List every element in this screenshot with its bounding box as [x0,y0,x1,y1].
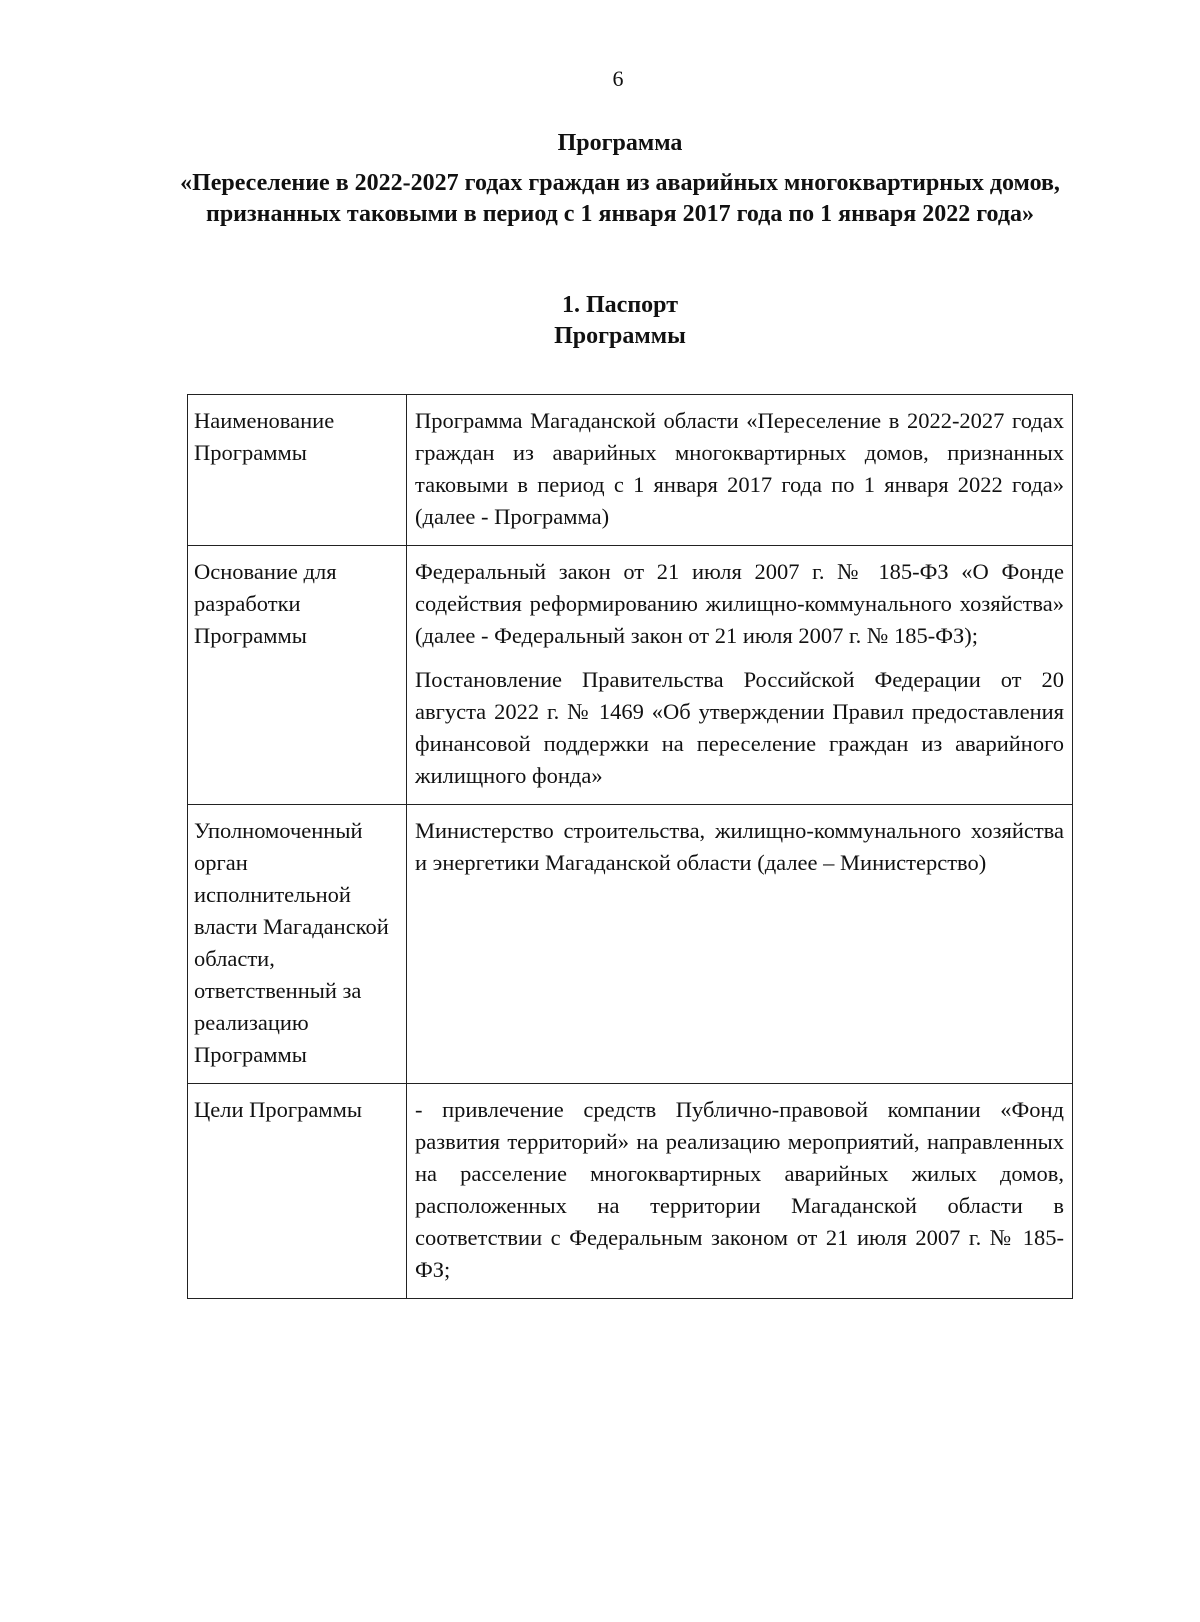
row-paragraph: - привлечение средств Публично-правовой компании «Фонд развития территорий» на реализацию мероприятий, направленных на расселение многоквартирных аварийных жилых домов, расположенных на территории Магаданской области в соответствии с Федеральным законом от 21 июля 2007 г. № 185-ФЗ; [415,1097,1064,1282]
section-subheading: Программы [554,323,686,349]
row-paragraph: Постановление Правительства Российской Федерации от 20 августа 2022 г. № 1469 «Об утверждении Правил предоставления финансовой поддержки на переселение граждан из аварийного жилищного фонда» [415,667,1064,788]
row-value [407,805,1073,1084]
document-subtitle: «Переселение в 2022-2027 годах граждан из аварийных многоквартирных домов, признанных таковыми в период с 1 января 2017 года по 1 января 2022 года» [180,170,1060,227]
table-row [188,395,1073,546]
row-value [407,546,1073,805]
row-value [407,1084,1073,1299]
document-title: Программа [557,130,683,156]
row-paragraph: Федеральный закон от 21 июля 2007 г. № 185-ФЗ «О Фонде содействия реформированию жилищно-коммунального хозяйства» (далее - Федеральный закон от 21 июля 2007 г. № 185-ФЗ); [415,559,1064,648]
row-label: Цели Программы [188,1084,407,1299]
table-row [188,546,1073,805]
row-paragraph: Министерство строительства, жилищно-коммунального хозяйства и энергетики Магаданской области (далее – Министерство) [415,818,1064,875]
row-label: Уполномоченный орган исполнительной власти Магаданской области, ответственный за реализацию Программы [188,805,407,1084]
section-heading: 1. Паспорт [562,292,678,318]
table-row [188,805,1073,1084]
table-row [188,1084,1073,1299]
row-paragraph: Программа Магаданской области «Переселение в 2022-2027 годах граждан из аварийных многоквартирных домов, признанных таковыми в период с 1 января 2017 года по 1 января 2022 года» (далее - Программа) [415,408,1064,529]
row-label: Основание для разработки Программы [188,546,407,805]
row-label: Наименование Программы [188,395,407,546]
section-heading-block [150,290,1090,352]
passport-table [187,394,1073,1299]
row-value [407,395,1073,546]
title-block [150,128,1090,230]
page-number: 6 [612,66,624,91]
